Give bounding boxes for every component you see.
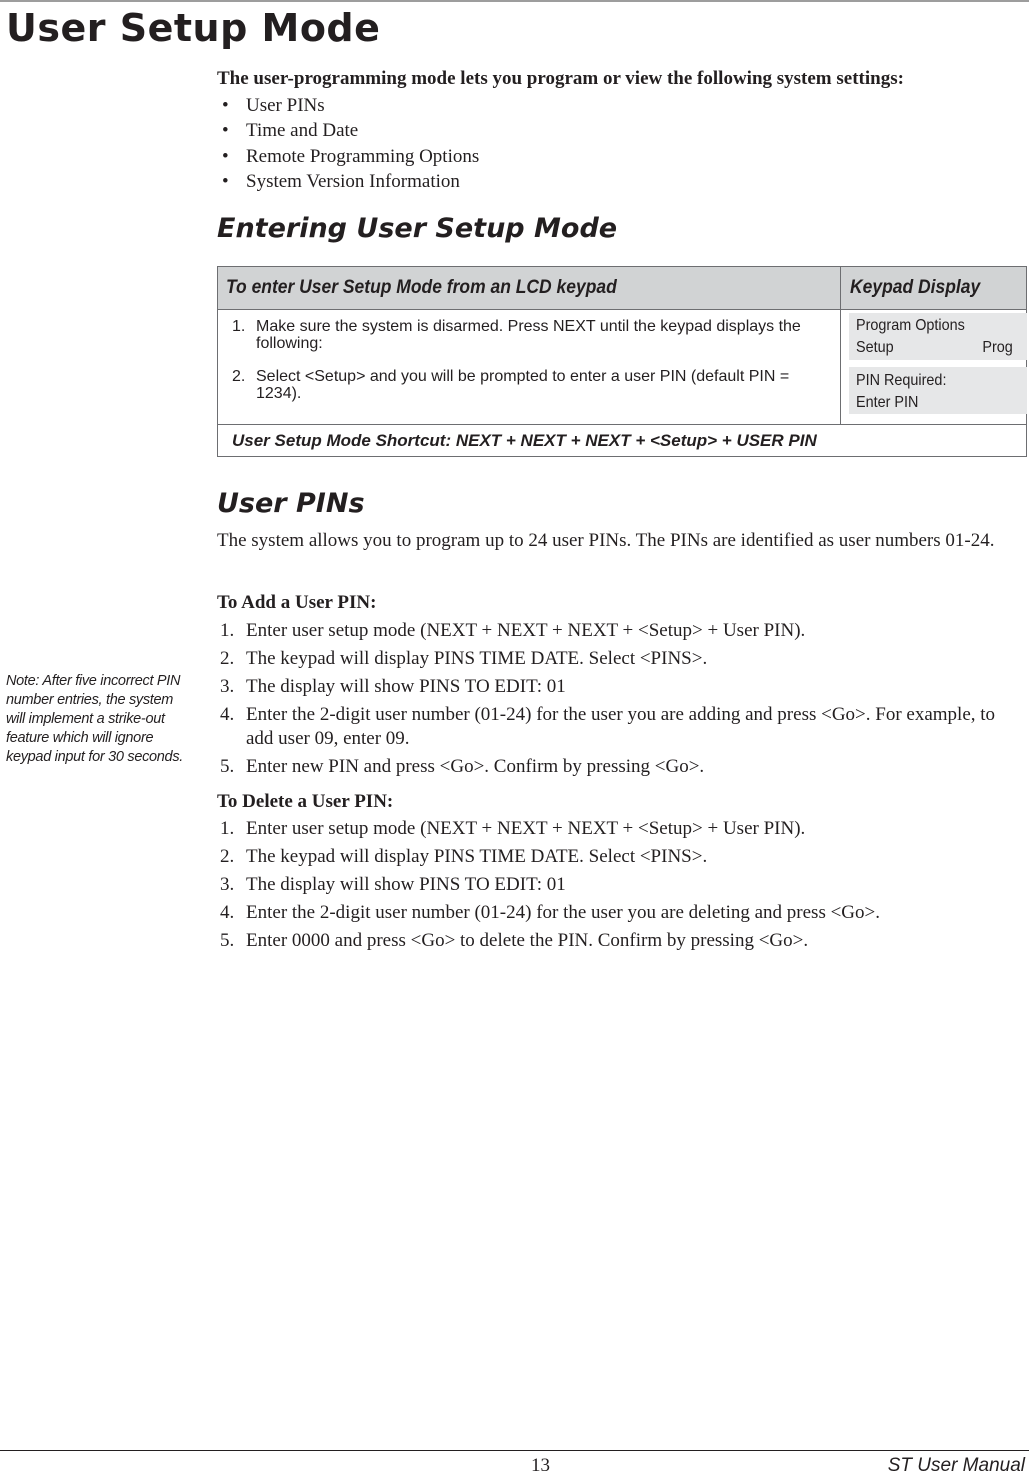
list-item: 5. Enter new PIN and press <Go>. Confirm by pressing <Go>.: [220, 756, 705, 777]
delete-pin-steps: [220, 817, 1025, 957]
list-item: 4. Enter the 2-digit user number (01-24) for the user you are deleting and press <Go>.: [220, 902, 880, 923]
user-pins-heading: User PINs: [217, 488, 365, 519]
intro-text: The user-programming mode lets you program or view the following system settings:: [217, 68, 904, 89]
table-divider: [840, 267, 841, 424]
manual-title: ST User Manual: [887, 1455, 1025, 1476]
user-pins-description: The system allows you to program up to 24 user PINs. The PINs are identified as user numbers 01-24.: [217, 530, 995, 551]
keypad-display: Program Options Setup Prog: [849, 313, 1027, 360]
list-item: 2. The keypad will display PINS TIME DATE. Select <PINS>.: [220, 648, 708, 669]
list-item: 4. Enter the 2-digit user number (01-24) for the user you are adding and press <Go>. For example, to add user 09, enter 09.: [220, 704, 996, 749]
add-pin-steps: [220, 619, 1025, 783]
bullet-icon: •: [222, 170, 229, 192]
shortcut-text: User Setup Mode Shortcut: NEXT + NEXT + NEXT + <Setup> + USER PIN: [232, 431, 817, 450]
col2-header: Keypad Display: [850, 277, 981, 298]
footer-rule: [0, 1450, 1029, 1451]
entering-table: To enter User Setup Mode from an LCD keypad Keypad Display 1. Make sure the system is disarmed. Press NEXT until the keypad displays the following: 2. Select <Setup> and you will be prompted to enter a user PIN (default PIN = 1234). Program Options Setup Prog PIN Required: Enter PIN User Setup Mode Shortcut: NEXT + NEXT + NEXT + <Setup> + USER PIN: [217, 266, 1027, 457]
table-header: [218, 267, 1026, 310]
list-item: • User PINs: [222, 93, 479, 118]
delete-pin-heading: To Delete a User PIN:: [217, 791, 394, 812]
bullet-icon: •: [222, 145, 229, 167]
list-item: • Remote Programming Options: [222, 144, 479, 169]
add-pin-heading: To Add a User PIN:: [217, 592, 377, 613]
entering-heading: Entering User Setup Mode: [217, 213, 618, 244]
bullet-icon: •: [222, 95, 229, 116]
list-item: 2. The keypad will display PINS TIME DATE. Select <PINS>.: [220, 846, 708, 867]
page-number: 13: [531, 1455, 550, 1476]
list-item: 3. The display will show PINS TO EDIT: 01: [220, 874, 566, 895]
page-title: User Setup Mode: [6, 6, 381, 50]
keypad-display: PIN Required: Enter PIN: [849, 367, 1027, 414]
list-item: 3. The display will show PINS TO EDIT: 01: [220, 676, 566, 697]
side-note: Note: After five incorrect PIN number entries, the system will implement a strike-out feature which will ignore keypad input for 30 seconds.: [6, 673, 183, 765]
list-item: 1. Enter user setup mode (NEXT + NEXT + NEXT + <Setup> + User PIN).: [220, 620, 806, 641]
settings-list: [222, 93, 479, 194]
col1-header: To enter User Setup Mode from an LCD keypad: [226, 277, 617, 298]
list-item: 1. Enter user setup mode (NEXT + NEXT + NEXT + <Setup> + User PIN).: [220, 818, 806, 839]
bullet-icon: •: [222, 120, 229, 142]
list-item: • System Version Information: [222, 169, 479, 194]
list-item: • Time and Date: [222, 118, 479, 143]
list-item: 5. Enter 0000 and press <Go> to delete the PIN. Confirm by pressing <Go>.: [220, 930, 809, 951]
